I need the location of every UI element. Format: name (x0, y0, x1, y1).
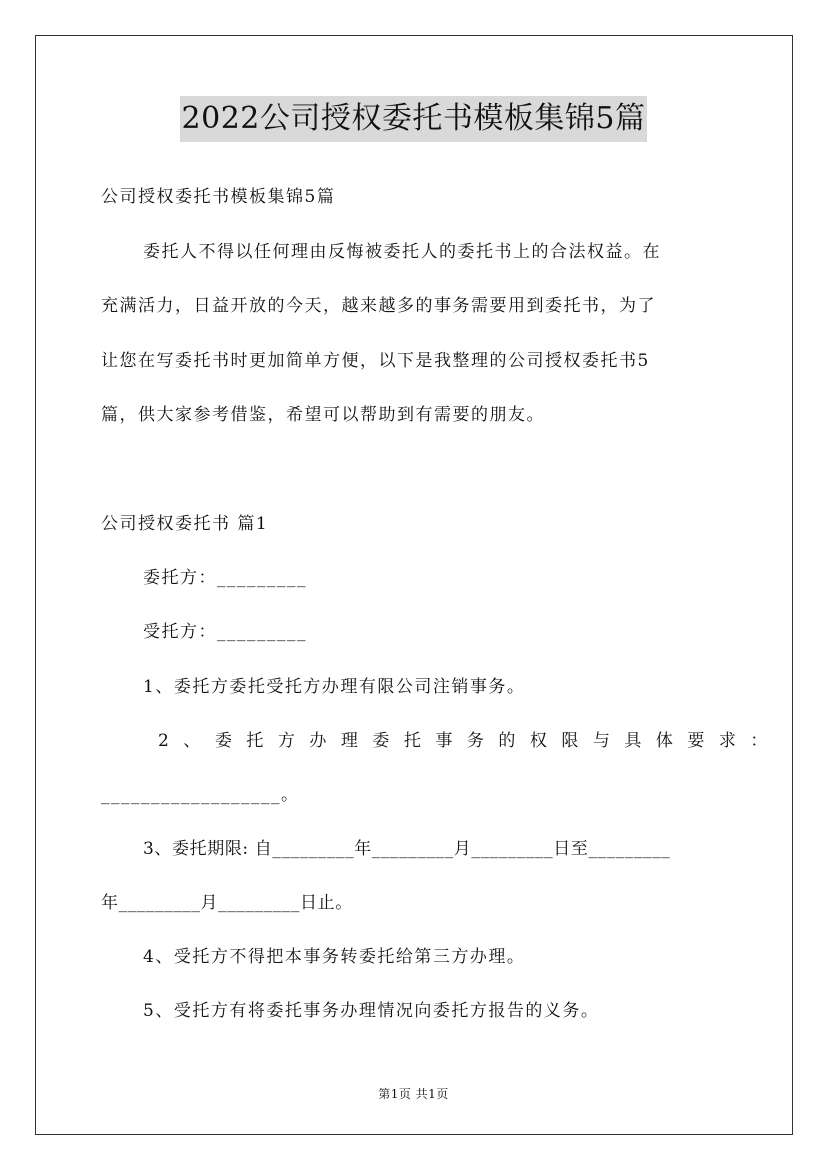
page-footer: 第1页 共1页 (378, 1087, 449, 1101)
document-title (0, 96, 827, 142)
clause-2-line-2: __________________。 (101, 785, 300, 805)
clause-2-line-1: 2、委托方办理委托事务的权限与具体要求： (158, 731, 782, 751)
clause-5: 5、受托方有将委托事务办理情况向委托方报告的义务。 (143, 1001, 600, 1021)
intro-line-2: 充满活力，日益开放的今天，越来越多的事务需要用到委托书，为了 (101, 296, 656, 316)
intro-line-3: 让您在写委托书时更加简单方便，以下是我整理的公司授权委托书5 (101, 351, 650, 371)
clause-4: 4、受托方不得把本事务转委托给第三方办理。 (143, 947, 526, 967)
document-title-text: 2022公司授权委托书模板集锦5篇 (180, 96, 648, 142)
section-heading: 公司授权委托书 篇1 (101, 514, 269, 534)
clause-3-line-2: 年_________月_________日止。 (101, 893, 353, 913)
clause-1: 1、委托方委托受托方办理有限公司注销事务。 (143, 677, 526, 697)
client-line: 委托方：_________ (143, 568, 307, 588)
document-subtitle: 公司授权委托书模板集锦5篇 (101, 187, 336, 207)
clause-3-line-1: 3、委托期限: 自_________年_________月_________日至_________ (143, 839, 671, 859)
intro-line-4: 篇，供大家参考借鉴，希望可以帮助到有需要的朋友。 (101, 405, 545, 425)
intro-line-1: 委托人不得以任何理由反悔被委托人的委托书上的合法权益。在 (143, 242, 661, 262)
agent-line: 受托方：_________ (143, 622, 307, 642)
